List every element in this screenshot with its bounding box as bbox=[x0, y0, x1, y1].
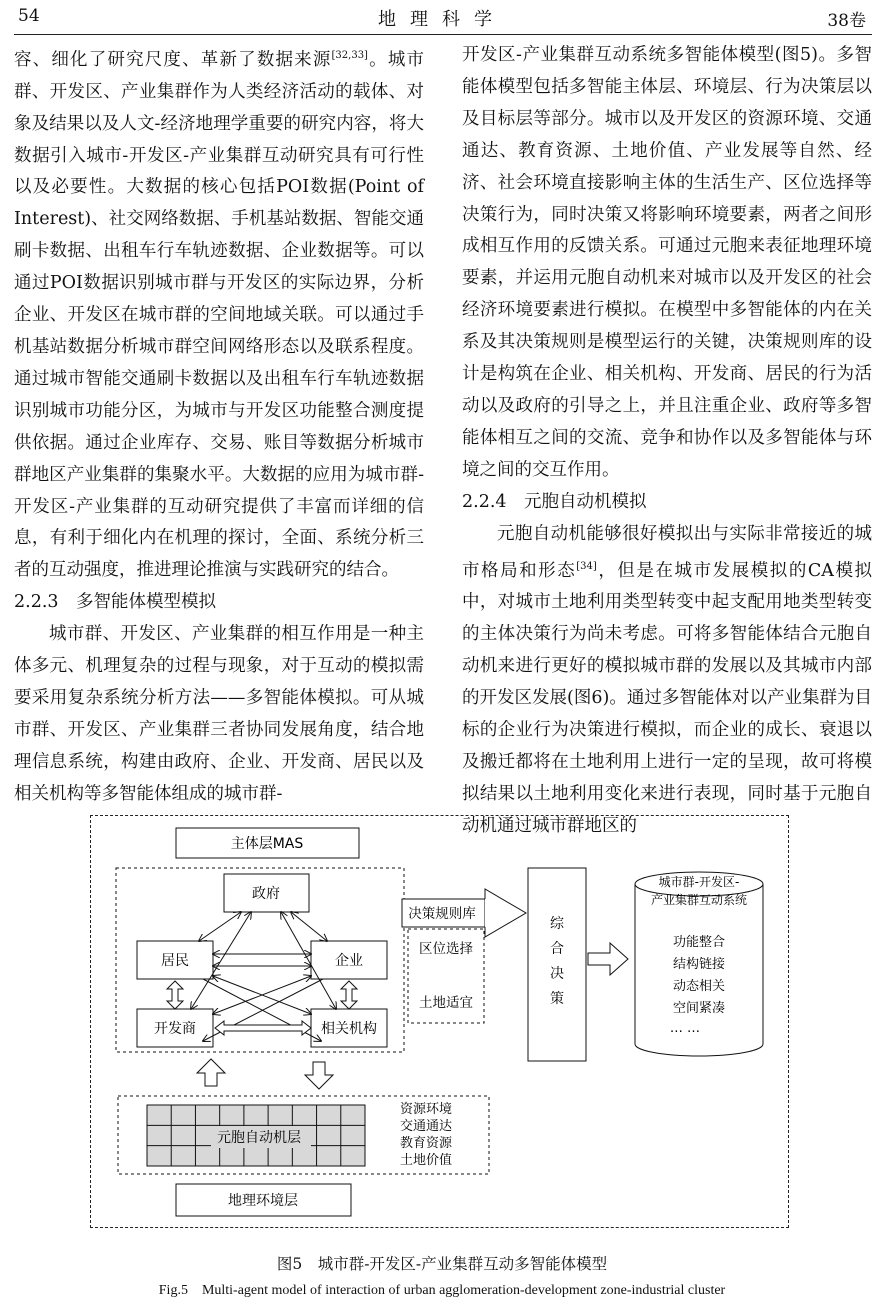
journal-name: 地理科学 bbox=[378, 9, 506, 30]
system-item-3: 动态相关 bbox=[672, 979, 726, 994]
system-item-5: … … bbox=[669, 1021, 701, 1036]
decision-char-1: 综 bbox=[550, 916, 564, 932]
citation-ref: [34] bbox=[576, 560, 597, 572]
body-paragraph: 开发区-产业集群互动系统多智能体模型(图5)。多智能体模型包括多智能主体层、环境层、行为决策层以及目标层等部分。城市以及开发区的资源环境、交通通达、教育资源、土地价值、产业发展等自然、经济、社会环境直接影响主体的生活生产、区位选择等决策行为，同时决策又将影响环境要素，两者之间形成相互作用的反馈关系。可通过元胞来表征地理环境要素，并运用元胞自动机来对城市以及开发区的社会经济环境要素进行模拟。在模型中多智能体的内在关系及其决策规则是模型运行的关键，决策规则库的设计是构筑在企业、相关机构、开发商、居民的行为活动以及政府的引导之上，并且注重企业、政府等多智能体相互之间的交流、竞争和协作以及多智能体与环境之间的交互作用。 bbox=[462, 45, 872, 480]
land-suitability-label: 土地适宜 bbox=[419, 995, 473, 1011]
institutions-label: 相关机构 bbox=[321, 1021, 377, 1037]
citation-ref: [32,33] bbox=[331, 50, 368, 61]
figure-caption-zh: 图5 城市群-开发区-产业集群互动多智能体模型 bbox=[276, 1255, 608, 1273]
enterprise-label: 企业 bbox=[335, 953, 363, 969]
decision-char-2: 合 bbox=[550, 941, 564, 957]
env-factor-1: 资源环境 bbox=[399, 1102, 453, 1117]
system-item-1: 功能整合 bbox=[672, 935, 726, 950]
residents-developer-arrow bbox=[167, 981, 183, 1009]
agent-layer-label: 主体层MAS bbox=[230, 836, 304, 852]
volume-label: 38卷 bbox=[827, 11, 866, 31]
system-item-2: 结构链接 bbox=[672, 957, 726, 972]
down-arrow bbox=[305, 1062, 333, 1089]
decision-rules-label: 决策规则库 bbox=[408, 906, 476, 922]
geo-env-layer-label: 地理环境层 bbox=[228, 1193, 298, 1209]
ca-layer-label: 元胞自动机层 bbox=[217, 1130, 301, 1146]
env-factor-4: 土地价值 bbox=[399, 1153, 453, 1168]
page-number: 54 bbox=[18, 6, 40, 26]
system-title-line-1: 城市群-开发区- bbox=[658, 875, 740, 889]
header-rule bbox=[14, 34, 872, 35]
body-paragraph: 城市群、开发区、产业集群的相互作用是一种主体多元、机理复杂的过程与现象，对于互动的模拟需要采用复杂系统分析方法——多智能体模拟。可从城市群、开发区、产业集群三者协同发展角度，结合地理信息系统，构建由政府、企业、开发商、居民以及相关机构等多智能体组成的城市群- bbox=[14, 624, 424, 804]
body-paragraph: 元胞自动机能够很好模拟出与实际非常接近的城市格局和形态[34]，但是在城市发展模拟的CA模拟中，对城市土地利用类型转变中起支配用地类型转变的主体决策行为尚未考虑。可将多智能体结合元胞自动机来进行更好的模拟城市群的发展以及其城市内部的开发区发展(图6)。通过多智能体对以产业集群为目标的企业行为决策进行模拟，而企业的成长、衰退以及搬迁都将在土地利用上进行一定的呈现，故可将模拟结果以土地利用变化来进行表现，同时基于元胞自动机通过城市群地区的 bbox=[462, 523, 872, 836]
env-factor-3: 教育资源 bbox=[399, 1136, 453, 1151]
decision-char-3: 决 bbox=[550, 966, 564, 982]
system-title-line-2: 产业集群互动系统 bbox=[650, 893, 748, 907]
multi-agent-model-diagram bbox=[91, 816, 788, 1227]
figure-caption-en: Fig.5 Multi-agent model of interaction of urban agglomeration-development zone-industrial cluster bbox=[158, 1283, 726, 1298]
government-label: 政府 bbox=[252, 886, 280, 902]
section-heading: 2.2.3 多智能体模型模拟 bbox=[14, 592, 217, 613]
developer-label: 开发商 bbox=[154, 1021, 196, 1037]
body-paragraph: 容、细化了研究尺度、革新了数据来源[32,33]。城市群、开发区、产业集群作为人类经济活动的载体、对象及结果以及人文-经济地理学重要的研究内容，将大数据引入城市-开发区-产业集群互动研究具有可行性以及必要性。大数据的核心包括POI数据(Point of Interest)、社交网络数据、手机基站数据、智能交通刷卡数据、出租车行车轨迹数据、企业数据等。可以通过POI数据识别城市群与开发区的实际边界，分析企业、开发区在城市群的空间地域关联。可以通过手机基站数据分析城市群空间网络形态以及联系程度。通过城市智能交通刷卡数据以及出租车行车轨迹数据识别城市功能分区，为城市与开发区功能整合测度提供依据。通过企业库存、交易、账目等数据分析城市群地区产业集群的集聚水平。大数据的应用为城市群-开发区-产业集群的互动研究提供了丰富而详细的信息，有利于细化内在机理的探讨，全面、系统分析三者的互动强度，推进理论推演与实践研究的结合。 bbox=[14, 49, 425, 581]
residents-label: 居民 bbox=[161, 953, 189, 969]
enterprise-institutions-arrow bbox=[341, 981, 357, 1009]
right-column bbox=[462, 40, 872, 842]
left-column bbox=[14, 40, 424, 811]
decision-char-4: 策 bbox=[550, 991, 564, 1007]
decision-arrow bbox=[485, 889, 526, 937]
comprehensive-decision-box bbox=[528, 868, 586, 1061]
section-heading: 2.2.4 元胞自动机模拟 bbox=[462, 491, 647, 512]
system-item-4: 空间紧凑 bbox=[672, 1001, 726, 1016]
figure-frame bbox=[90, 815, 789, 1228]
developer-institutions-arrow bbox=[215, 1021, 311, 1035]
up-arrow bbox=[197, 1059, 225, 1086]
output-arrow bbox=[588, 943, 628, 975]
location-choice-label: 区位选择 bbox=[419, 941, 473, 957]
env-factor-2: 交通通达 bbox=[399, 1119, 453, 1134]
